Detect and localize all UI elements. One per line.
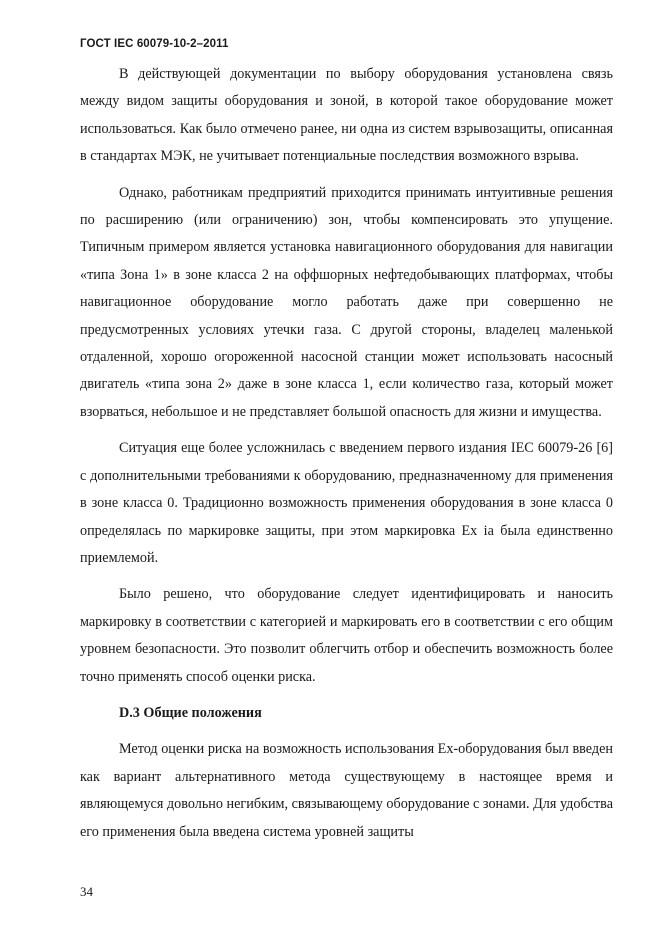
document-header: ГОСТ IEC 60079-10-2–2011 [80, 38, 229, 50]
paragraph: В действующей документации по выбору оборудования установлена связь между видом защиты оборудования и зоной, в которой такое оборудование может использоваться. Как было отмечено ранее, ни одна из систем взрывозащиты, описанная в стандартах МЭК, не учитывает потенциальные последствия возможного взрыва. [80, 66, 613, 165]
paragraph: Метод оценки риска на возможность использования Ex-оборудования был введен как вариант альтернативного метода существующему в настоящее время и являющемуся довольно негибким, связывающему оборудование с зонами. Для удобства его применения была введена система уровней защиты [80, 741, 613, 840]
paragraph: Однако, работникам предприятий приходится принимать интуитивные решения по расширению (или ограничению) зон, чтобы компенсировать это упущение. Типичным примером является установка навигационного оборудования для навигации «типа Зона 1» в зоне класса 2 на оффшорных нефтедобывающих платформах, чтобы навигационное оборудование могло работать даже при совершенно не предусмотренных условиях утечки газа. С другой стороны, владелец маленькой отдаленной, хорошо огороженной насосной станции может использовать насосный двигатель «типа зона 2» даже в зоне класса 1, если количество газа, который может взорваться, небольшое и не представляет большой опасность для жизни и имущества. [80, 184, 613, 420]
document-body [80, 61, 613, 855]
paragraph: Было решено, что оборудование следует идентифицировать и наносить маркировку в соответствии с категорией и маркировать его в соответствии с его общим уровнем безопасности. Это позволит облегчить отбор и обеспечить возможность более точно применять способ оценки риска. [80, 586, 613, 685]
page-number: 34 [80, 884, 93, 899]
section-heading: D.3 Общие положения [119, 704, 262, 721]
paragraph: Ситуация еще более усложнилась с введением первого издания IEC 60079-26 [6] с дополнительными требованиями к оборудованию, предназначенному для применения в зоне класса 0. Традиционно возможность применения оборудования в зоне класса 0 определялась по маркировке защиты, при этом маркировка Ex ia была единственно приемлемой. [80, 440, 613, 566]
